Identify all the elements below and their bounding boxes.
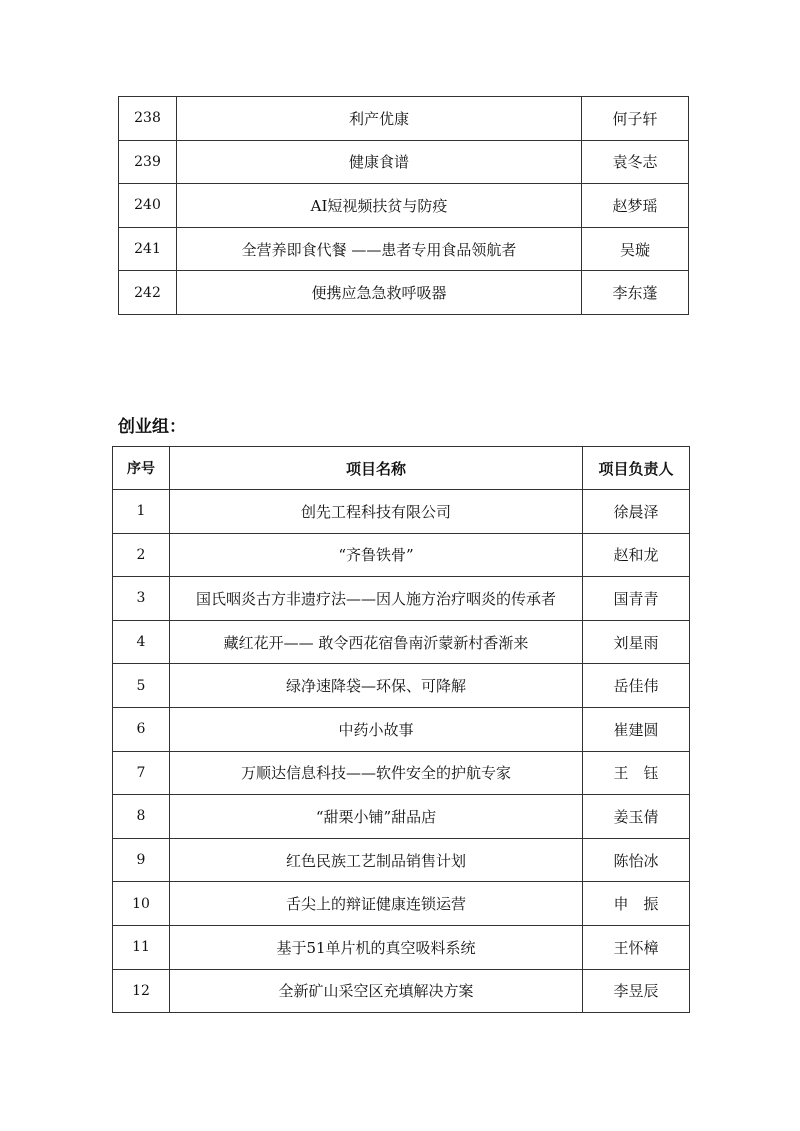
row-number: 238 — [119, 97, 177, 141]
project-leader: 李东蓬 — [582, 271, 689, 315]
row-number: 9 — [113, 838, 170, 882]
project-leader: 陈怡冰 — [583, 838, 690, 882]
table-row — [113, 751, 690, 795]
project-leader: 姜玉倩 — [583, 795, 690, 839]
table-row — [113, 969, 690, 1013]
startup-project-table — [112, 446, 690, 1013]
table-row — [119, 97, 689, 141]
project-name: 中药小故事 — [170, 707, 583, 751]
table-row — [113, 490, 690, 534]
project-leader: 国青青 — [583, 577, 690, 621]
table-header-row — [113, 447, 690, 490]
row-number: 5 — [113, 664, 170, 708]
project-leader: 岳佳伟 — [583, 664, 690, 708]
project-name: 健康食谱 — [177, 140, 582, 184]
project-leader: 赵梦瑶 — [582, 184, 689, 228]
row-number: 241 — [119, 227, 177, 271]
project-leader: 赵和龙 — [583, 533, 690, 577]
row-number: 8 — [113, 795, 170, 839]
row-number: 11 — [113, 925, 170, 969]
project-name: 藏红花开—— 敢令西花宿鲁南沂蒙新村香渐来 — [170, 620, 583, 664]
project-leader: 李昱辰 — [583, 969, 690, 1013]
header-project-leader: 项目负责人 — [583, 447, 690, 490]
header-project-name: 项目名称 — [170, 447, 583, 490]
project-name: 利产优康 — [177, 97, 582, 141]
project-name: 全新矿山采空区充填解决方案 — [170, 969, 583, 1013]
row-number: 12 — [113, 969, 170, 1013]
project-name: 国氏咽炎古方非遗疗法——因人施方治疗咽炎的传承者 — [170, 577, 583, 621]
row-number: 3 — [113, 577, 170, 621]
project-name: 基于51单片机的真空吸料系统 — [170, 925, 583, 969]
project-name: “甜栗小铺”甜品店 — [170, 795, 583, 839]
table-row — [113, 707, 690, 751]
header-number: 序号 — [113, 447, 170, 490]
project-leader: 袁冬志 — [582, 140, 689, 184]
table-row — [119, 140, 689, 184]
project-leader: 王怀樟 — [583, 925, 690, 969]
project-name: 舌尖上的辩证健康连锁运营 — [170, 882, 583, 926]
table-row — [113, 577, 690, 621]
table-row — [119, 271, 689, 315]
project-name: “齐鲁铁骨” — [170, 533, 583, 577]
project-name: 绿净速降袋—环保、可降解 — [170, 664, 583, 708]
row-number: 10 — [113, 882, 170, 926]
project-leader: 徐晨泽 — [583, 490, 690, 534]
project-name: 红色民族工艺制品销售计划 — [170, 838, 583, 882]
project-name: 全营养即食代餐 ——患者专用食品领航者 — [177, 227, 582, 271]
table-row — [119, 184, 689, 228]
project-leader: 崔建圆 — [583, 707, 690, 751]
project-leader: 王 钰 — [583, 751, 690, 795]
section-title: 创业组： — [118, 417, 186, 437]
table-row — [113, 795, 690, 839]
project-leader: 申 振 — [583, 882, 690, 926]
table-row — [113, 838, 690, 882]
project-leader: 何子轩 — [582, 97, 689, 141]
table-row — [113, 620, 690, 664]
project-name: 便携应急急救呼吸器 — [177, 271, 582, 315]
project-leader: 刘星雨 — [583, 620, 690, 664]
row-number: 1 — [113, 490, 170, 534]
row-number: 2 — [113, 533, 170, 577]
table-row — [113, 533, 690, 577]
project-leader: 吴璇 — [582, 227, 689, 271]
table-row — [119, 227, 689, 271]
table-row — [113, 925, 690, 969]
top-project-table — [118, 96, 689, 315]
row-number: 6 — [113, 707, 170, 751]
row-number: 242 — [119, 271, 177, 315]
row-number: 4 — [113, 620, 170, 664]
project-name: 创先工程科技有限公司 — [170, 490, 583, 534]
row-number: 240 — [119, 184, 177, 228]
project-name: 万顺达信息科技——软件安全的护航专家 — [170, 751, 583, 795]
table-row — [113, 882, 690, 926]
table-row — [113, 664, 690, 708]
row-number: 7 — [113, 751, 170, 795]
row-number: 239 — [119, 140, 177, 184]
project-name: AI短视频扶贫与防疫 — [177, 184, 582, 228]
